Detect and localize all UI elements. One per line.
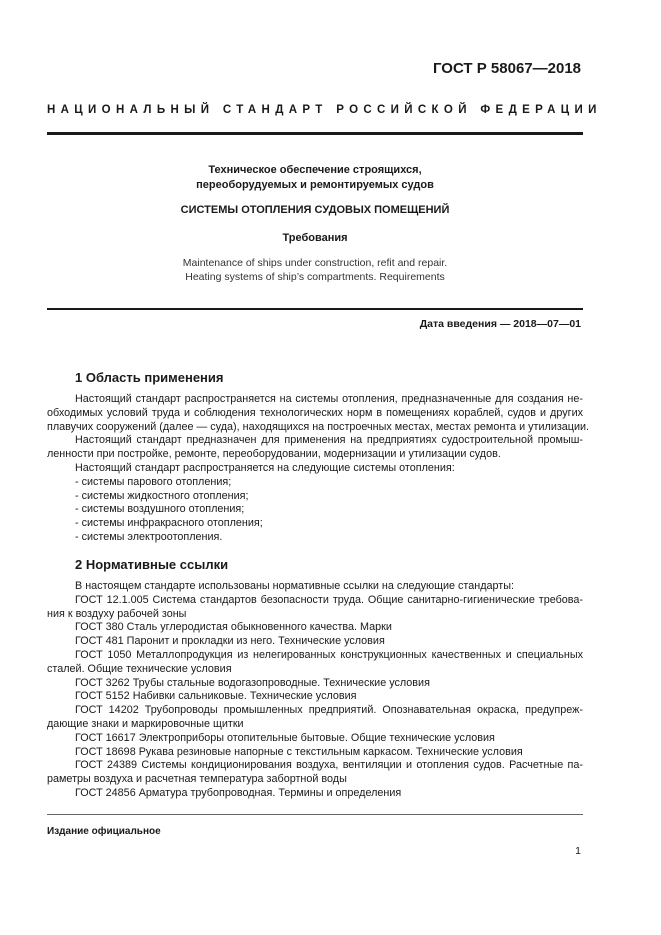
list-item: - системы инфракрасного отопления; [75,517,263,530]
paragraph-line: Настоящий стандарт распространяется на системы отопления, предназначенные для создания не- [75,393,583,405]
header-divider [47,132,583,135]
document-title-ru [47,163,583,193]
reference-line: ГОСТ 12.1.005 Система стандартов безопасности труда. Общие санитарно-гигиенические требова- [75,593,583,606]
section-2-body [47,580,583,801]
list-item: - системы жидкостного отопления; [75,489,249,502]
document-main-title: СИСТЕМЫ ОТОПЛЕНИЯ СУДОВЫХ ПОМЕЩЕНИЙ [180,204,450,216]
reference-line: ГОСТ 1050 Металлопродукция из нелегированных конструкционных качественных и специальных [75,648,583,661]
national-standard-banner: НАЦИОНАЛЬНЫЙ СТАНДАРТ РОССИЙСКОЙ ФЕДЕРАЦИИ [47,104,602,116]
reference-line: сталей. Общие технические условия [47,662,232,675]
reference-line: ГОСТ 18698 Рукава резиновые напорные с текстильным каркасом. Технические условия [75,745,523,758]
list-item: - системы воздушного отопления; [75,503,245,516]
document-subtitle: Требования [282,232,348,244]
title-divider [47,308,583,310]
section-2-heading: 2 Нормативные ссылки [75,557,229,572]
reference-line: ния к воздуху рабочей зоны [47,607,187,620]
reference-line: раметры воздуха и расчетная температура забортной воды [47,773,347,786]
reference-line: ГОСТ 14202 Трубопроводы промышленных предприятий. Опознавательная окраска, предупреж- [75,704,583,717]
page-number: 1 [575,845,581,857]
paragraph-line: обходимых условий труда и соблюдения технологических норм в помещениях кораблей, судов и других [47,406,583,419]
reference-line: ГОСТ 24389 Системы кондиционирования воздуха, вентиляции и отопления судов. Расчетные па- [75,759,583,772]
reference-line: ГОСТ 3262 Трубы стальные водогазопроводные. Технические условия [75,676,430,689]
title-ru-line-2: переоборудуемых и ремонтируемых судов [196,179,434,191]
document-title-en [47,256,583,284]
reference-line: ГОСТ 16617 Электроприборы отопительные бытовые. Общие технические условия [75,731,495,744]
reference-line: ГОСТ 5152 Набивки сальниковые. Технические условия [75,690,357,703]
edition-label: Издание официальное [47,826,161,837]
reference-line: дающие знаки и маркировочные щитки [47,717,244,730]
document-code: ГОСТ Р 58067—2018 [432,60,581,77]
reference-line: ГОСТ 481 Паронит и прокладки из него. Технические условия [75,635,385,648]
paragraph-line: плавучих сооружений (далее — суда), находящихся на построечных местах, местах ремонта и утилизации. [47,420,590,433]
title-ru-line-1: Техническое обеспечение строящихся, [208,164,422,176]
list-item: - системы электроотопления. [75,530,223,543]
paragraph-line: ленности при постройке, ремонте, переоборудовании, модернизации и утилизации судов. [47,448,501,461]
paragraph-line: Настоящий стандарт предназначен для применения на предприятиях судостроительной промыш- [75,434,583,447]
section-1-body [47,393,590,545]
reference-line: ГОСТ 24856 Арматура трубопроводная. Термины и определения [75,786,402,799]
title-en-line-1: Maintenance of ships under construction, refit and repair. [182,257,448,269]
paragraph-line: Настоящий стандарт распространяется на следующие системы отопления: [75,461,455,474]
title-en-line-2: Heating systems of ship’s compartments. Requirements [185,271,445,283]
section-1-heading: 1 Область применения [75,370,224,385]
effective-date: Дата введения — 2018—07—01 [419,318,581,330]
list-item: - системы парового отопления; [75,475,232,488]
footer-divider [47,814,583,815]
reference-line: ГОСТ 380 Сталь углеродистая обыкновенного качества. Марки [75,621,392,634]
paragraph-line: В настоящем стандарте использованы нормативные ссылки на следующие стандарты: [75,580,514,592]
